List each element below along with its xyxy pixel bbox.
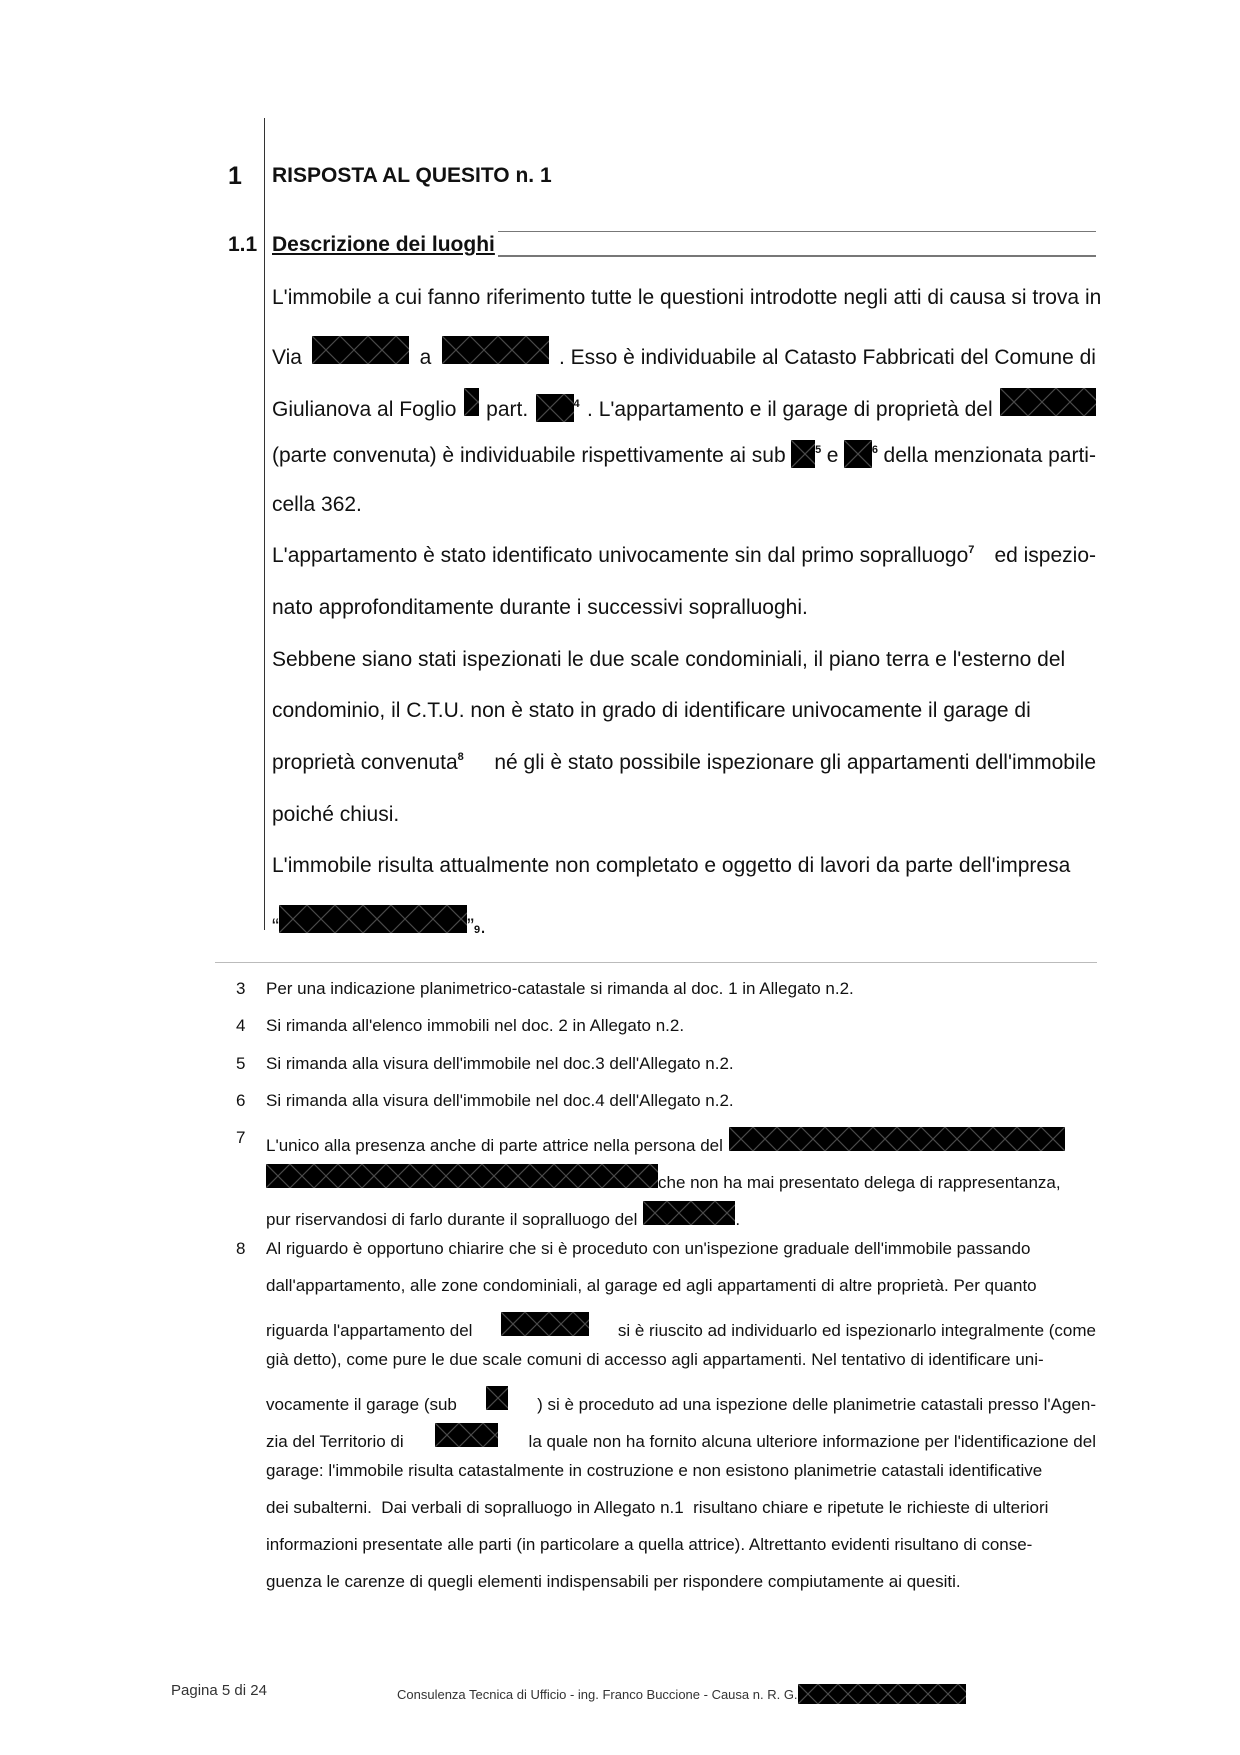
redaction-box <box>643 1201 735 1225</box>
body-text: Giulianova al Foglio <box>272 398 457 421</box>
footnote-text: . <box>735 1210 741 1229</box>
redaction-hatch <box>844 440 872 468</box>
footnote-number: 3 <box>236 979 246 998</box>
footnote-text: riguarda l'appartamento del <box>266 1321 473 1340</box>
footnote-line <box>266 1275 1096 1297</box>
body-text: proprietà convenuta <box>272 751 458 774</box>
body-text: poiché chiusi. <box>272 803 400 826</box>
footnote-line <box>266 1349 1096 1371</box>
footnote-number: 7 <box>236 1128 246 1147</box>
footnote-text: guenza le carenze di quegli elementi indispensabili per rispondere compiutamente ai quesiti. <box>266 1572 961 1591</box>
body-text: nato approfonditamente durante i successivi sopralluoghi. <box>272 596 808 619</box>
footnote-text: Al riguardo è opportuno chiarire che si è proceduto con un'ispezione graduale dell'immobile passando <box>266 1239 1031 1258</box>
body-line <box>272 285 1102 311</box>
footnote-text: pur riservandosi di farlo durante il sopralluogo del <box>266 1210 638 1229</box>
section-number: 1 <box>228 162 242 190</box>
redaction-hatch <box>312 336 409 364</box>
footnote-ref: 7 <box>968 544 975 556</box>
body-line <box>272 336 1096 371</box>
redaction-box <box>266 1164 658 1188</box>
body-text: L'immobile a cui fanno riferimento tutte le questioni introdotte negli atti di causa si trova in <box>272 286 1102 309</box>
footnote-line <box>266 1534 1096 1556</box>
footnote-number: 8 <box>236 1239 246 1258</box>
footnote-ref: 8 <box>457 751 464 763</box>
body-text: a <box>419 346 432 369</box>
redaction-box <box>536 394 574 422</box>
footnote-text: dei subalterni. Dai verbali di sopralluogo in Allegato n.1 risultano chiare e ripetute le richieste di ulteriori <box>266 1498 1049 1517</box>
footnote-line <box>266 1571 1096 1593</box>
footer-caption: Consulenza Tecnica di Ufficio - ing. Franco Buccione - Causa n. R. G. <box>397 1687 798 1702</box>
footnote-ref: 6 <box>871 444 879 456</box>
body-text: ed ispezio- <box>994 544 1096 567</box>
body-text: ” <box>467 915 474 938</box>
footnote-text: informazioni presentate alle parti (in particolare a quella attrice). Altrettanto evidenti risultano di conse- <box>266 1535 1033 1554</box>
footnote-line <box>266 1090 1096 1112</box>
body-text: “ <box>272 915 279 938</box>
footnote-number: 5 <box>236 1054 246 1073</box>
body-text: Via <box>272 346 302 369</box>
margin-rule <box>264 118 265 930</box>
body-text: (parte convenuta) è individuabile rispettivamente ai sub <box>272 444 786 467</box>
body-text: e <box>826 444 839 467</box>
footnote-line <box>266 1460 1096 1482</box>
footnote-text: la quale non ha fornito alcuna ulteriore informazione per l'identificazione del <box>528 1432 1096 1451</box>
redaction-hatch <box>643 1201 735 1225</box>
body-text: part. <box>486 398 529 421</box>
redaction-box <box>442 336 549 364</box>
footnote-line <box>266 1127 1096 1157</box>
redaction-box <box>501 1312 589 1336</box>
footnote-text: che non ha mai presentato delega di rappresentanza, <box>658 1173 1061 1192</box>
subsection-title: Descrizione dei luoghi <box>272 233 495 256</box>
redaction-hatch <box>501 1312 589 1336</box>
body-line <box>272 698 1096 724</box>
footer-page-number: Pagina 5 di 24 <box>171 1682 267 1699</box>
footnote-line <box>266 1164 1096 1194</box>
subsection-rule-bottom <box>498 255 1096 257</box>
footnote-number: 6 <box>236 1091 246 1110</box>
redaction-hatch <box>536 394 574 422</box>
footnote-text: vocamente il garage (sub <box>266 1395 457 1414</box>
body-text: Sebbene siano stati ispezionati le due scale condominiali, il piano terra e l'esterno del <box>272 648 1066 671</box>
footnote-text: Si rimanda all'elenco immobili nel doc. 2 in Allegato n.2. <box>266 1016 685 1035</box>
footnote-text: L'unico alla presenza anche di parte attrice nella persona del <box>266 1136 723 1155</box>
body-line <box>272 802 1096 828</box>
body-text: . L'appartamento e il garage di proprietà del <box>587 398 993 421</box>
body-line <box>272 595 1096 621</box>
redaction-hatch <box>442 336 549 364</box>
footnote-line <box>266 1015 1096 1037</box>
redaction-box <box>844 440 872 468</box>
subsection-rule-top <box>498 231 1096 232</box>
body-text: L'appartamento è stato identificato univocamente sin dal primo sopralluogo <box>272 544 969 567</box>
redaction-hatch <box>486 1386 508 1410</box>
footnote-ref: 4 <box>573 398 580 410</box>
subsection-number: 1.1 <box>228 233 258 256</box>
footnote-line <box>266 1497 1096 1519</box>
body-text: della menzionata parti- <box>883 444 1096 467</box>
redaction-hatch <box>729 1127 1065 1151</box>
footnote-text: dall'appartamento, alle zone condominiali, al garage ed agli appartamenti di altre proprietà. Per quanto <box>266 1276 1037 1295</box>
footnote-ref: 5 <box>815 444 822 456</box>
redaction-box <box>729 1127 1065 1151</box>
footnote-line <box>266 1312 1096 1342</box>
body-line: “ ” 9 . <box>272 905 1096 940</box>
body-text: L'immobile risulta attualmente non completato e oggetto di lavori da parte dell'impresa <box>272 854 1071 877</box>
body-line <box>272 492 1096 518</box>
footnote-line <box>266 978 1096 1000</box>
footnote-line <box>266 1238 1096 1260</box>
body-text: . Esso è individuabile al Catasto Fabbricati del Comune di <box>558 346 1096 369</box>
section-title: RISPOSTA AL QUESITO n. 1 <box>272 164 552 187</box>
redaction-box <box>312 336 409 364</box>
body-text: condominio, il C.T.U. non è stato in grado di identificare univocamente il garage di <box>272 699 1031 722</box>
footnote-text: si è riuscito ad individuarlo ed ispezionarlo integralmente (come <box>617 1321 1096 1340</box>
body-line <box>272 647 1096 673</box>
redaction-box <box>279 905 467 933</box>
redaction-box <box>464 388 479 416</box>
redaction-hatch <box>266 1164 658 1188</box>
footnote-text: garage: l'immobile risulta catastalmente in costruzione e non esistono planimetrie catastali identificative <box>266 1461 1043 1480</box>
footnote-text: già detto), come pure le due scale comuni di accesso agli appartamenti. Nel tentativo di identificare uni- <box>266 1350 1044 1369</box>
body-line <box>272 440 1096 469</box>
footnote-line <box>266 1423 1096 1453</box>
body-line <box>272 853 1096 879</box>
footnote-line <box>266 1201 1096 1231</box>
redaction-hatch <box>279 905 467 933</box>
body-line <box>272 750 1096 776</box>
footnote-text: Per una indicazione planimetrico-catastale si rimanda al doc. 1 in Allegato n.2. <box>266 979 854 998</box>
redaction-hatch <box>1000 388 1096 416</box>
body-line <box>272 543 1096 569</box>
footnote-line <box>266 1386 1096 1416</box>
redaction-box <box>486 1386 508 1410</box>
redaction-box <box>1000 388 1096 416</box>
body-text: . <box>480 915 486 938</box>
body-line <box>272 388 1096 423</box>
redaction-box <box>798 1684 966 1704</box>
body-text: né gli è stato possibile ispezionare gli appartamenti dell'immobile <box>494 751 1096 774</box>
redaction-box <box>435 1423 498 1447</box>
footnote-text: Si rimanda alla visura dell'immobile nel doc.3 dell'Allegato n.2. <box>266 1054 734 1073</box>
redaction-hatch <box>435 1423 498 1447</box>
redaction-hatch <box>798 1684 966 1704</box>
redaction-hatch <box>791 440 815 468</box>
footnote-text: Si rimanda alla visura dell'immobile nel doc.4 dell'Allegato n.2. <box>266 1091 734 1110</box>
footnote-separator <box>215 962 1097 963</box>
redaction-box <box>791 440 815 468</box>
footnote-number: 4 <box>236 1016 246 1035</box>
footnote-text: zia del Territorio di <box>266 1432 404 1451</box>
footnote-line <box>266 1053 1096 1075</box>
redaction-hatch <box>464 388 479 416</box>
footnote-text: ) si è proceduto ad una ispezione delle planimetrie catastali presso l'Agen- <box>537 1395 1096 1414</box>
footer-text <box>397 1684 966 1704</box>
body-text: cella 362. <box>272 493 362 516</box>
